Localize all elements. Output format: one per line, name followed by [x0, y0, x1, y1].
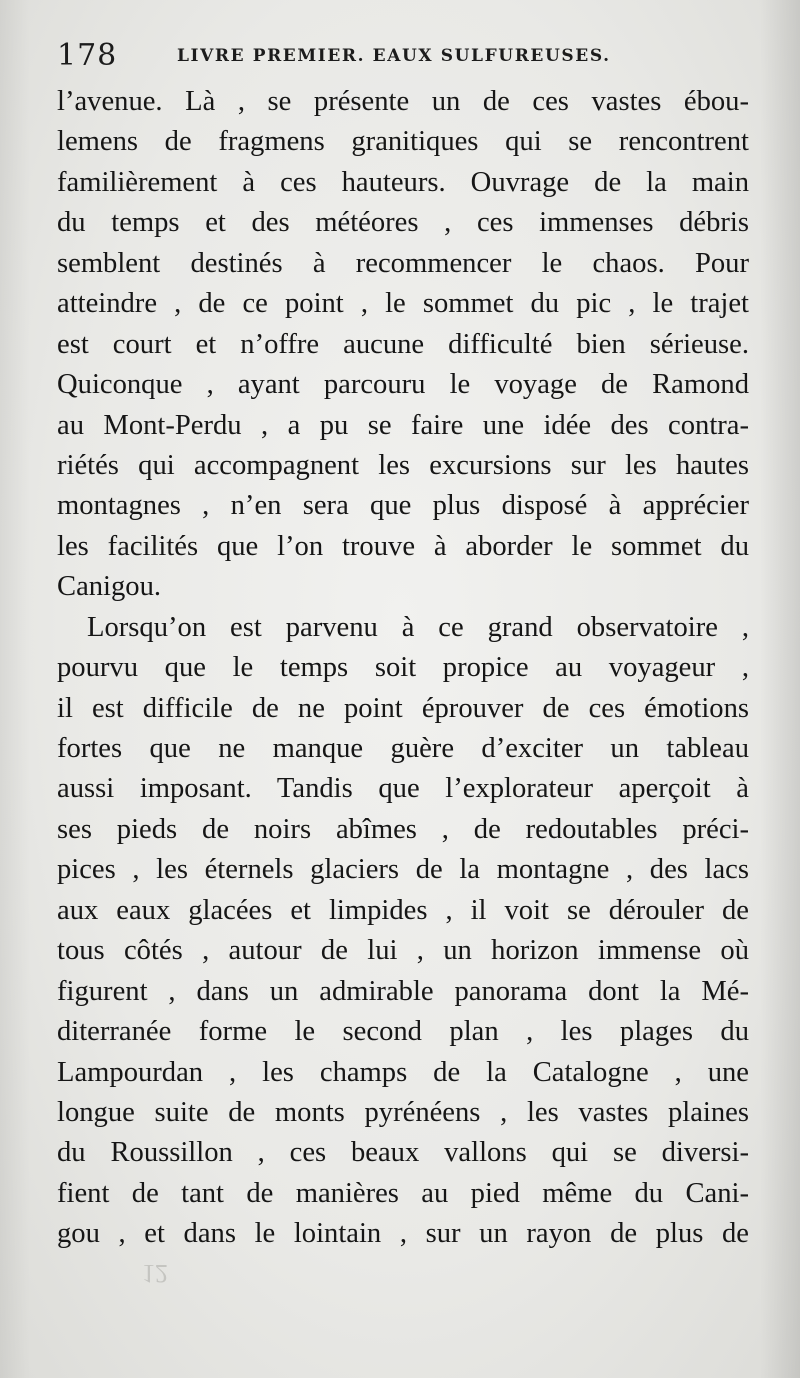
text-line: fortes que ne manque guère d’exciter un tableau: [57, 733, 749, 764]
text-line: aux eaux glacées et limpides , il voit se dérouler de: [57, 894, 749, 926]
running-head: LIVRE PREMIER. EAUX SULFUREUSES.: [177, 46, 611, 66]
text-line: gou , et dans le lointain , sur un rayon de plus de: [57, 1218, 749, 1250]
paragraph-start-line: Lorsqu’on est parvenu à ce grand observatoire ,: [87, 611, 749, 643]
paragraph-end-line: Canigou.: [57, 571, 162, 603]
text-line: Lampourdan , les champs de la Catalogne , une: [57, 1056, 749, 1088]
text-line: pices , les éternels glaciers de la montagne , des lacs: [57, 854, 749, 886]
text-line: au Mont-Perdu , a pu se faire une idée des contra-: [57, 409, 749, 441]
text-line: Quiconque , ayant parcouru le voyage de Ramond: [57, 369, 749, 401]
text-line: figurent , dans un admirable panorama dont la Mé-: [57, 975, 749, 1007]
body-text: [57, 82, 749, 1255]
text-line: lemens de fragmens granitiques qui se rencontrent: [57, 126, 749, 158]
text-line: riétés qui accompagnent les excursions sur les hautes: [57, 449, 749, 481]
text-line: du temps et des météores , ces immenses débris: [57, 207, 749, 239]
text-line: semblent destinés à recommencer le chaos. Pour: [57, 247, 749, 279]
text-line: diterranée forme le second plan , les plages du: [57, 1016, 749, 1048]
text-line: fient de tant de manières au pied même du Cani-: [57, 1177, 749, 1209]
page-header: [57, 38, 747, 78]
text-line: montagnes , n’en sera que plus disposé à apprécier: [57, 490, 749, 522]
text-line: longue suite de monts pyrénéens , les vastes plaines: [57, 1096, 749, 1128]
page-edge-shadow: [760, 0, 800, 1378]
text-line: est court et n’offre aucune difficulté bien sérieuse.: [57, 328, 749, 360]
text-line: familièrement à ces hauteurs. Ouvrage de la main: [57, 166, 749, 198]
text-line: tous côtés , autour de lui , un horizon immense où: [57, 935, 749, 967]
signature-mark: 12: [142, 1259, 168, 1288]
gutter-shadow: [0, 0, 30, 1378]
page-number: 178: [57, 38, 118, 73]
text-line: il est difficile de ne point éprouver de ces émotions: [57, 692, 749, 724]
text-line: atteindre , de ce point , le sommet du pic , le trajet: [57, 288, 749, 320]
text-line: les facilités que l’on trouve à aborder le sommet du: [57, 530, 749, 562]
text-line: du Roussillon , ces beaux vallons qui se diversi-: [57, 1137, 749, 1169]
text-line: pourvu que le temps soit propice au voyageur ,: [57, 652, 749, 684]
text-line: l’avenue. Là , se présente un de ces vastes ébou-: [57, 86, 749, 117]
text-line: ses pieds de noirs abîmes , de redoutables préci-: [57, 813, 749, 845]
text-line: aussi imposant. Tandis que l’explorateur aperçoit à: [57, 773, 749, 805]
